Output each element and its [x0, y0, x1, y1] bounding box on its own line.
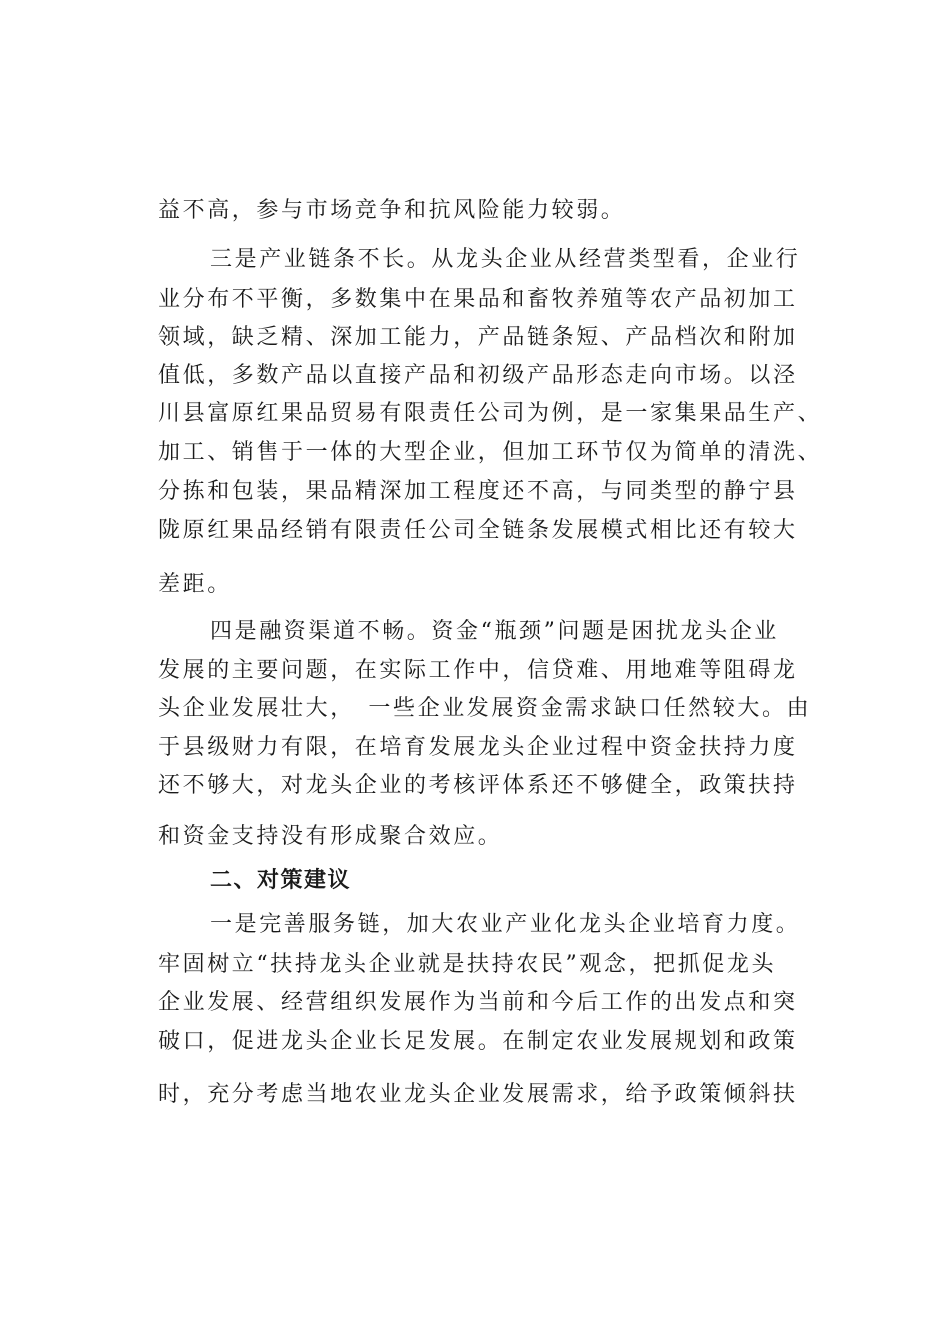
paragraph-line: 川县富原红果品贸易有限责任公司为例，是一家集果品生产、 [158, 401, 823, 426]
paragraph-line: 四是融资渠道不畅。资金“瓶颈”问题是困扰龙头企业 [210, 619, 779, 644]
paragraph-line: 牢固树立“扶持龙头企业就是扶持农民”观念，把抓促龙头 [158, 952, 777, 977]
paragraph-line: 差距。 [158, 572, 232, 597]
paragraph-line: 破口，促进龙头企业长足发展。在制定农业发展规划和政策 [158, 1029, 798, 1054]
paragraph-line: 分拣和包装，果品精深加工程度还不高，与同类型的静宁县 [158, 479, 798, 504]
paragraph-line: 三是产业链条不长。从龙头企业从经营类型看，企业行 [210, 247, 801, 272]
paragraph-line: 于县级财力有限，在培育发展龙头企业过程中资金扶持力度 [158, 735, 798, 760]
paragraph-line: 发展的主要问题，在实际工作中，信贷难、用地难等阻碍龙 [158, 658, 798, 683]
paragraph-line: 陇原红果品经销有限责任公司全链条发展模式相比还有较大 [158, 518, 798, 543]
section-heading: 二、对策建议 [210, 868, 352, 893]
paragraph-line: 还不够大，对龙头企业的考核评体系还不够健全，政策扶持 [158, 773, 798, 798]
paragraph-line: 加工、销售于一体的大型企业，但加工环节仅为简单的清洗、 [158, 440, 823, 465]
paragraph-line: 企业发展、经营组织发展作为当前和今后工作的出发点和突 [158, 990, 798, 1015]
paragraph-line: 一是完善服务链，加大农业产业化龙头企业培育力度。 [210, 912, 801, 937]
paragraph-line: 值低，多数产品以直接产品和初级产品形态走向市场。以泾 [158, 363, 798, 388]
paragraph-line: 业分布不平衡，多数集中在果品和畜牧养殖等农产品初加工 [158, 287, 798, 312]
paragraph-line: 时，充分考虑当地农业龙头企业发展需求，给予政策倾斜扶 [158, 1082, 798, 1107]
paragraph-line: 益不高，参与市场竞争和抗风险能力较弱。 [158, 198, 626, 223]
paragraph-line: 头企业发展壮大， 一些企业发展资金需求缺口任然较大。由 [158, 696, 812, 721]
paragraph-line: 和资金支持没有形成聚合效应。 [158, 824, 503, 849]
paragraph-line: 领域，缺乏精、深加工能力，产品链条短、产品档次和附加 [158, 325, 798, 350]
